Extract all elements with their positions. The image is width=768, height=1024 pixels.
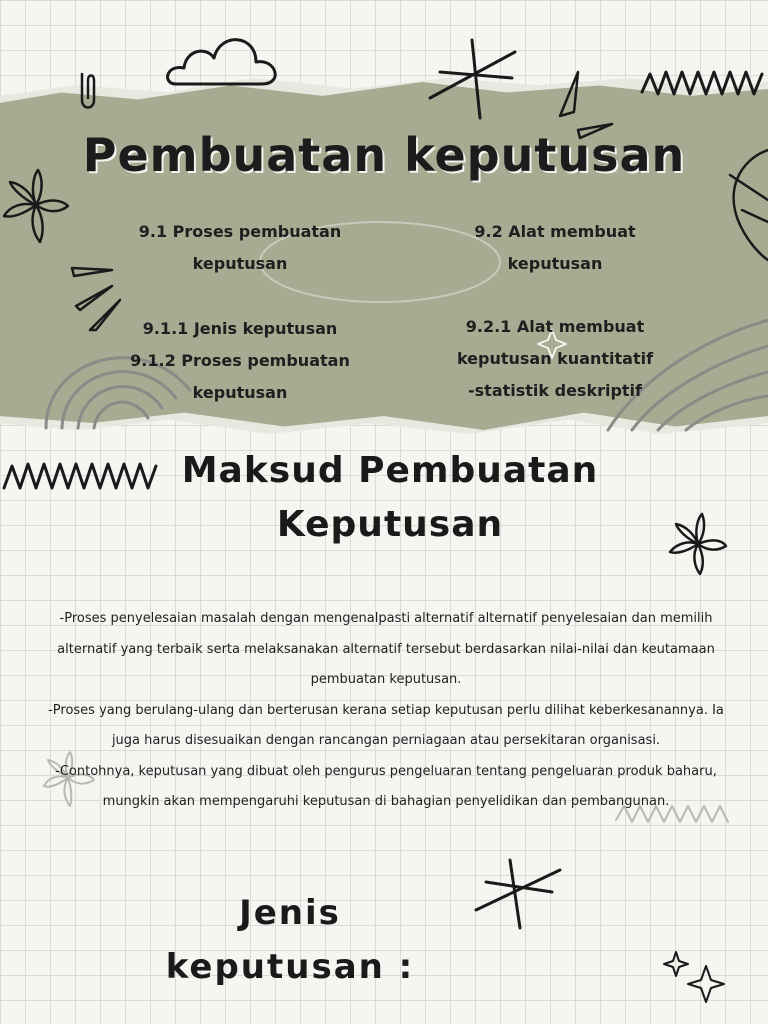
section-heading [140, 444, 640, 552]
toc-line: 9.1 Proses pembuatan [138, 222, 342, 241]
toc-line: 9.2 Alat membuat [474, 222, 636, 241]
subheading [150, 886, 430, 994]
toc-line: keputusan [192, 383, 288, 402]
toc-item-9-1-sub [100, 313, 380, 409]
section-heading-line: Maksud Pembuatan [181, 450, 599, 491]
toc-line: keputusan [192, 254, 288, 273]
subheading-line: Jenis [239, 893, 341, 933]
paragraph: -Proses penyelesaian masalah dengan mengenalpasti alternatif alternatif penyelesaian dan memilih alternatif yang terbaik serta melaksanakan alternatif tersebut berdasarkan nilai-nilai dan keutamaan pembuatan keputusan. [57, 611, 715, 687]
toc-line: keputusan kuantitatif [456, 349, 654, 368]
toc-item-9-2-sub [420, 311, 690, 407]
zigzag-icon [4, 464, 156, 488]
toc-line: 9.1.2 Proses pembuatan [130, 351, 350, 370]
sparkle-icon [664, 952, 688, 976]
definition-text [36, 604, 736, 818]
paragraph: -Contohnya, keputusan yang dibuat oleh pengurus pengeluaran tentang pengeluaran produk baharu, mungkin akan mempengaruhi keputusan di bahagian penyelidikan dan pembangunan. [55, 763, 717, 809]
toc-line: 9.2.1 Alat membuat [465, 317, 645, 336]
flower-icon [670, 514, 726, 574]
toc-line: -statistik deskriptif [468, 381, 642, 400]
subheading-line: keputusan : [165, 947, 415, 987]
paragraph: -Proses yang berulang-ulang dan berterusan kerana setiap keputusan perlu dilihat keberkesanannya. Ia juga harus disesuaikan dengan rancangan perniagaan atau persekitaran organisasi. [48, 702, 724, 748]
section-heading-line: Keputusan [276, 504, 504, 545]
star-burst-icon [476, 860, 560, 928]
toc-line: 9.1.1 Jenis keputusan [142, 319, 338, 338]
toc-line: keputusan [507, 254, 603, 273]
cloud-icon [168, 40, 276, 84]
toc-item-9-2 [420, 216, 690, 280]
toc-item-9-1 [100, 216, 380, 280]
sparkle-icon [688, 966, 724, 1002]
page-title: Pembuatan keputusan [82, 128, 686, 182]
